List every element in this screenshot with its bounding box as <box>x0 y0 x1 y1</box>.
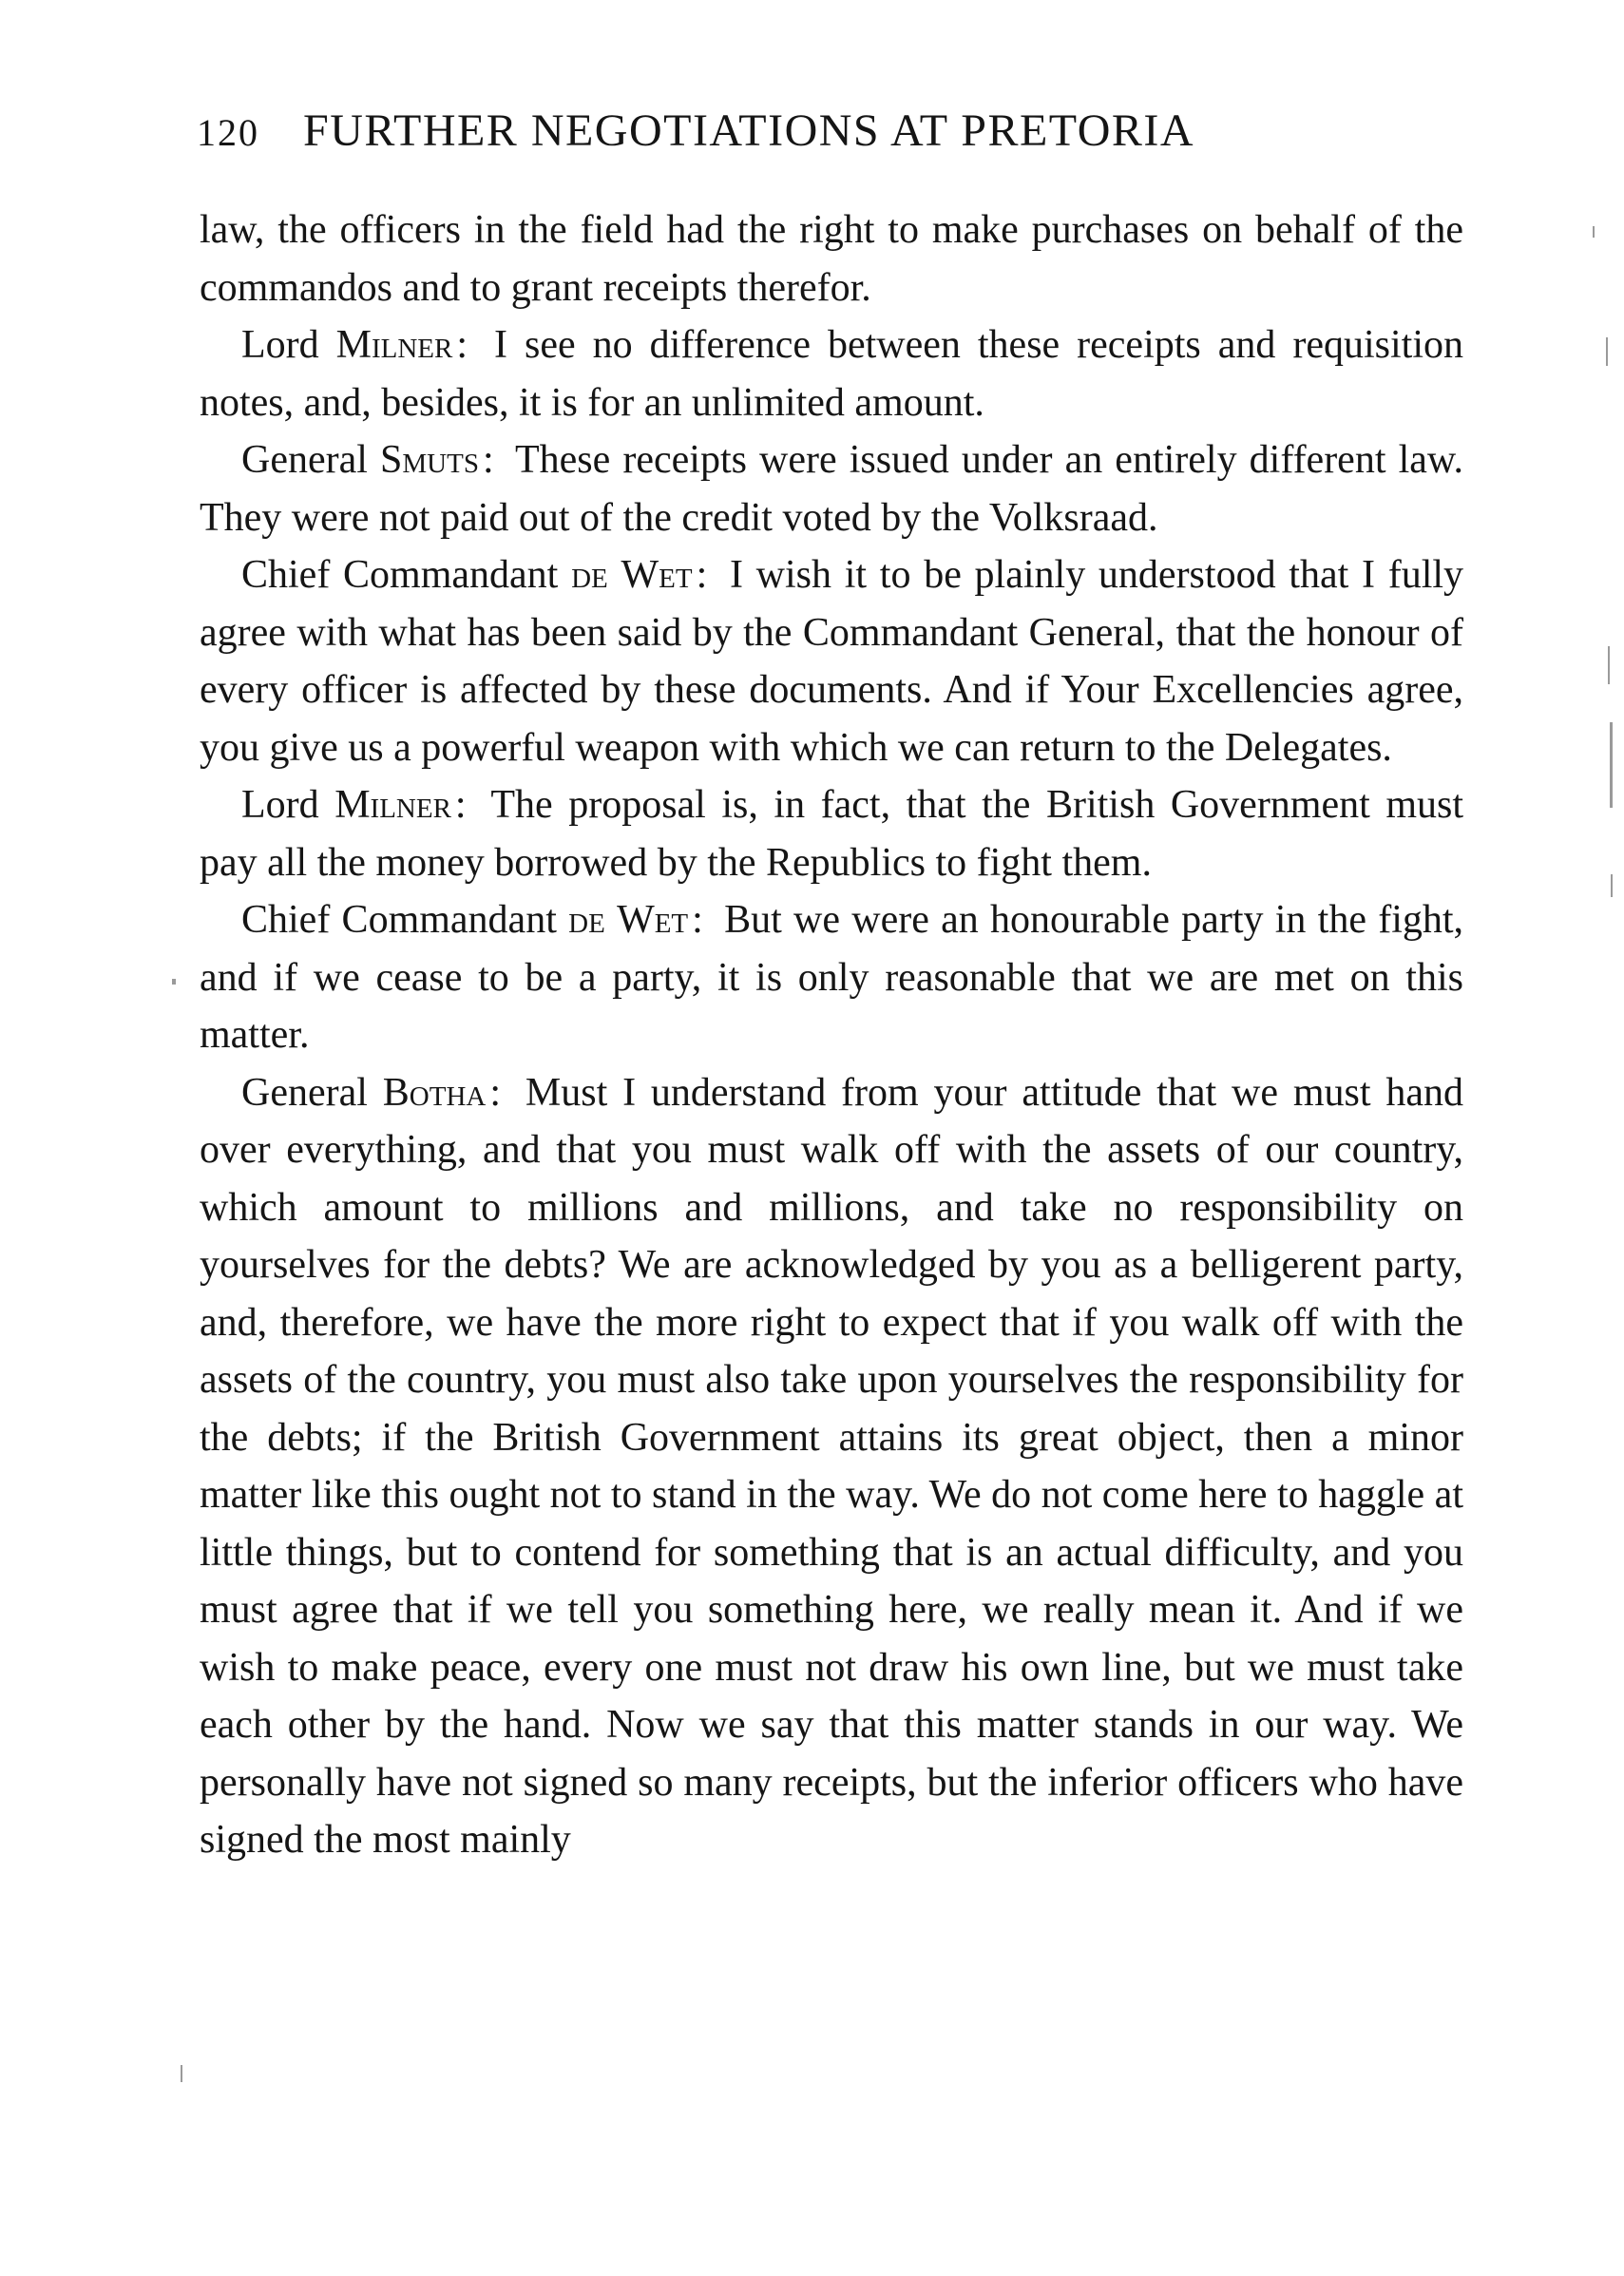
running-head <box>197 103 1366 160</box>
speaker-colon: : <box>692 898 703 942</box>
speaker-colon: : <box>454 783 467 827</box>
speaker-name: Milner <box>334 783 451 827</box>
body-text <box>200 201 1463 1869</box>
speech-paragraph <box>200 546 1463 776</box>
speaker-title: Lord <box>241 323 319 367</box>
scan-speck <box>181 2065 182 2082</box>
speaker-name: Milner <box>335 323 453 367</box>
paragraph-text: law, the officers in the field had the right to make purchases on behalf of the commandos and to grant receipts therefor. <box>200 208 1463 310</box>
scan-speck <box>1611 874 1613 897</box>
paragraph-continued <box>200 201 1463 316</box>
speaker-colon: : <box>489 1070 502 1115</box>
speaker-particle: de <box>568 898 605 942</box>
speech-text: These receipts were issued under an entirely different law. They were not paid out of the credit voted by the Volksraad. <box>200 438 1464 540</box>
speaker-colon: : <box>456 323 468 367</box>
speech-paragraph <box>200 891 1463 1064</box>
speech-text: But we were an honourable party in the fight, and if we cease to be a party, it is only reasonable that we are met on this matter. <box>200 898 1464 1057</box>
speech-paragraph <box>200 1064 1463 1869</box>
speech-text: Must I understand from your attitude that we must hand over everything, and that you must walk off with the assets of our country, which amount to millions and millions, and take no responsibility on yourselves for the debts? We are acknowledged by you as a belligerent party, and, therefore, we have the more right to expect that if you walk off with the assets of the country, you must also take upon yourselves the responsibility for the debts; if the British Government attains its great object, then a minor matter like this ought not to stand in the way. We do not come here to haggle at little things, but to contend for something that is an actual difficulty, and you must agree that if we tell you something here, we really mean it. And if we wish to make peace, every one must not draw his own line, but we must take each other by the hand. Now we say that this matter stands in our way. We personally have not signed so many receipts, but the inferior officers who have signed the most mainly <box>200 1070 1464 1862</box>
speaker-name: Wet <box>617 898 689 942</box>
speaker-title: Chief Commandant <box>241 898 557 942</box>
speech-text: I see no difference between these receipts and requisition notes, and, besides, it is for an unlimited amount. <box>200 323 1464 425</box>
speech-text: I wish it to be plainly understood that I fully agree with what has been said by the Commandant General, that the honour of every officer is affected by these documents. And if Your Excellencies agree, you give us a powerful weapon with which we can return to the Delegates. <box>200 553 1464 770</box>
scan-speck <box>1608 646 1610 684</box>
speaker-name: Botha <box>382 1070 487 1115</box>
speech-paragraph <box>200 431 1463 546</box>
scan-speck <box>1606 337 1608 366</box>
speaker-title: Lord <box>241 783 319 827</box>
page-number: 120 <box>197 111 259 154</box>
speaker-colon: : <box>696 553 708 597</box>
scan-speck <box>1593 226 1595 238</box>
speaker-colon: : <box>482 438 494 482</box>
running-title: FURTHER NEGOTIATIONS AT PRETORIA <box>303 105 1195 156</box>
speech-paragraph <box>200 316 1463 431</box>
speaker-name: Wet <box>621 553 693 597</box>
speaker-particle: de <box>571 553 608 597</box>
scan-speck <box>1610 722 1613 808</box>
speaker-title: General <box>241 1070 368 1115</box>
speech-text: The proposal is, in fact, that the British Government must pay all the money borrowed by the Republics to fight them. <box>200 783 1464 885</box>
scan-speck <box>172 979 176 985</box>
speech-paragraph <box>200 776 1463 891</box>
speaker-title: General <box>241 438 368 482</box>
speaker-name: Smuts <box>380 438 479 482</box>
speaker-title: Chief Commandant <box>241 553 559 597</box>
